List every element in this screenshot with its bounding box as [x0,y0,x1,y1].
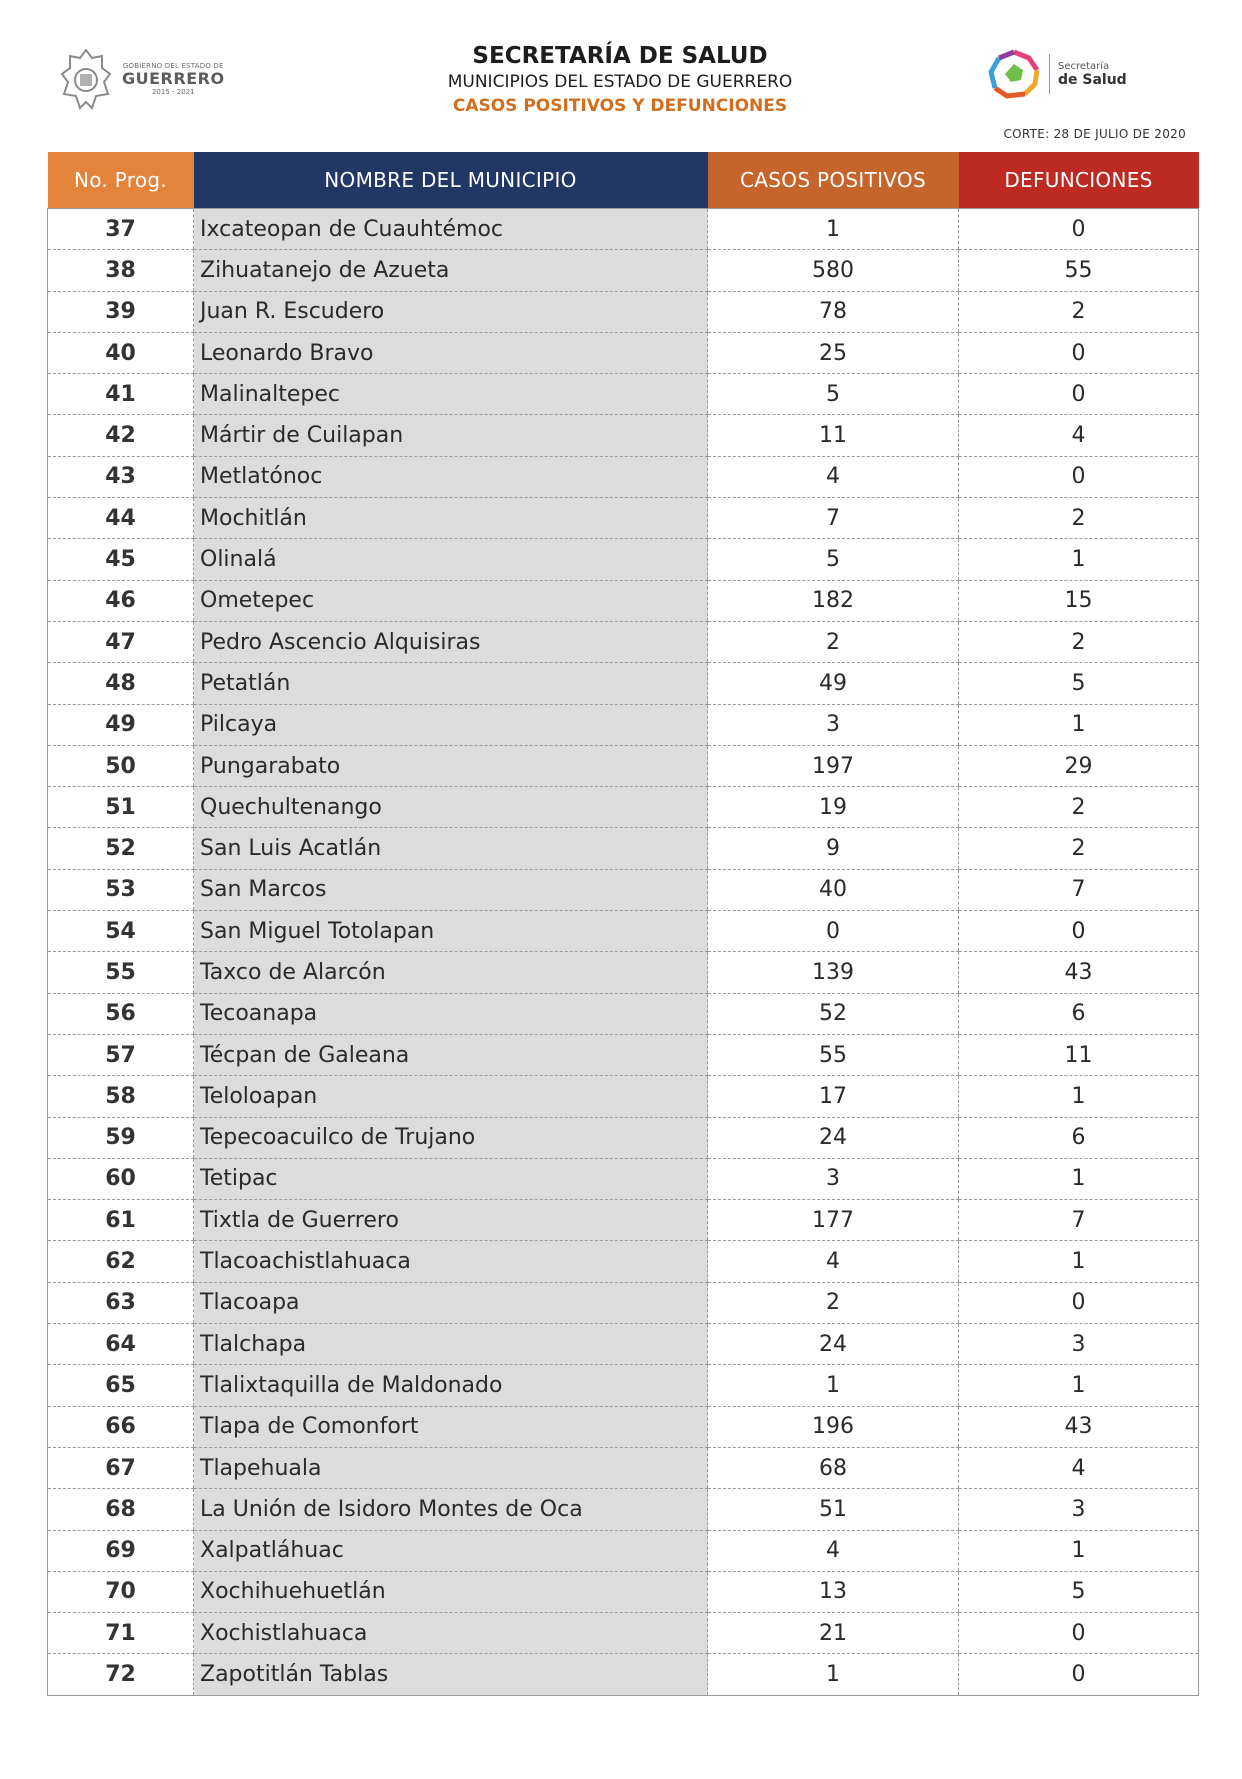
table-body [48,209,1199,1696]
row-defunciones: 0 [959,374,1199,415]
row-municipio-name: Quechultenango [194,787,708,828]
row-municipio-name: Taxco de Alarcón [194,952,708,993]
table-row [48,1200,1199,1241]
row-municipio-name: Pedro Ascencio Alquisiras [194,621,708,662]
row-casos-positivos: 3 [708,1158,959,1199]
row-no-prog: 54 [48,911,194,952]
table-row [48,1282,1199,1323]
cutoff-date: CORTE: 28 DE JULIO DE 2020 [1003,127,1186,141]
row-municipio-name: Malinaltepec [194,374,708,415]
row-defunciones: 29 [959,745,1199,786]
table-row [48,663,1199,704]
row-casos-positivos: 0 [708,911,959,952]
table-row [48,704,1199,745]
row-casos-positivos: 25 [708,332,959,373]
table-row [48,1571,1199,1612]
row-defunciones: 0 [959,332,1199,373]
row-defunciones: 2 [959,621,1199,662]
row-defunciones: 7 [959,869,1199,910]
row-casos-positivos: 580 [708,250,959,291]
row-no-prog: 47 [48,621,194,662]
row-defunciones: 43 [959,1406,1199,1447]
table-row [48,621,1199,662]
row-defunciones: 7 [959,1200,1199,1241]
row-casos-positivos: 1 [708,209,959,250]
row-no-prog: 70 [48,1571,194,1612]
table-row [48,1034,1199,1075]
row-municipio-name: Mártir de Cuilapan [194,415,708,456]
row-municipio-name: Ometepec [194,580,708,621]
table-row [48,787,1199,828]
row-defunciones: 3 [959,1489,1199,1530]
row-no-prog: 38 [48,250,194,291]
row-municipio-name: Olinalá [194,539,708,580]
row-defunciones: 0 [959,1282,1199,1323]
row-casos-positivos: 4 [708,456,959,497]
row-no-prog: 44 [48,498,194,539]
row-casos-positivos: 139 [708,952,959,993]
page-subtitle: MUNICIPIOS DEL ESTADO DE GUERRERO [447,72,793,92]
row-defunciones: 55 [959,250,1199,291]
row-defunciones: 0 [959,1654,1199,1695]
row-casos-positivos: 19 [708,787,959,828]
row-municipio-name: Xalpatláhuac [194,1530,708,1571]
table-row [48,1365,1199,1406]
row-casos-positivos: 11 [708,415,959,456]
row-defunciones: 1 [959,1365,1199,1406]
row-municipio-name: Tlapehuala [194,1447,708,1488]
row-defunciones: 5 [959,1571,1199,1612]
row-no-prog: 62 [48,1241,194,1282]
table-row [48,1447,1199,1488]
document-header [0,0,1242,150]
row-no-prog: 53 [48,869,194,910]
row-municipio-name: Técpan de Galeana [194,1034,708,1075]
municipios-table-container [47,152,1198,1696]
row-casos-positivos: 24 [708,1324,959,1365]
row-no-prog: 48 [48,663,194,704]
table-row [48,1613,1199,1654]
row-municipio-name: Juan R. Escudero [194,291,708,332]
row-no-prog: 71 [48,1613,194,1654]
row-defunciones: 1 [959,1530,1199,1571]
row-defunciones: 1 [959,704,1199,745]
row-defunciones: 2 [959,828,1199,869]
row-municipio-name: Tecoanapa [194,993,708,1034]
table-row [48,1076,1199,1117]
salud-emblem-icon [985,48,1043,100]
row-casos-positivos: 4 [708,1241,959,1282]
column-header-no-prog: No. Prog. [48,152,194,209]
salud-logo-small: Secretaría [1058,60,1110,72]
row-defunciones: 4 [959,415,1199,456]
row-no-prog: 45 [48,539,194,580]
row-casos-positivos: 78 [708,291,959,332]
row-casos-positivos: 2 [708,1282,959,1323]
table-row [48,291,1199,332]
table-row [48,1117,1199,1158]
row-casos-positivos: 21 [708,1613,959,1654]
row-casos-positivos: 5 [708,539,959,580]
row-municipio-name: Xochihuehuetlán [194,1571,708,1612]
row-casos-positivos: 7 [708,498,959,539]
row-no-prog: 64 [48,1324,194,1365]
table-row [48,911,1199,952]
row-casos-positivos: 196 [708,1406,959,1447]
row-no-prog: 46 [48,580,194,621]
row-no-prog: 63 [48,1282,194,1323]
row-casos-positivos: 68 [708,1447,959,1488]
column-header-defunciones: DEFUNCIONES [959,152,1199,209]
row-no-prog: 50 [48,745,194,786]
row-no-prog: 68 [48,1489,194,1530]
row-defunciones: 4 [959,1447,1199,1488]
row-municipio-name: Metlatónoc [194,456,708,497]
row-casos-positivos: 1 [708,1365,959,1406]
row-defunciones: 1 [959,539,1199,580]
row-municipio-name: Tlapa de Comonfort [194,1406,708,1447]
table-row [48,745,1199,786]
table-row [48,498,1199,539]
table-row [48,1406,1199,1447]
logo-divider [1049,54,1050,94]
row-municipio-name: Zihuatanejo de Azueta [194,250,708,291]
row-no-prog: 57 [48,1034,194,1075]
row-no-prog: 58 [48,1076,194,1117]
row-no-prog: 67 [48,1447,194,1488]
row-casos-positivos: 9 [708,828,959,869]
row-no-prog: 61 [48,1200,194,1241]
table-row [48,415,1199,456]
row-municipio-name: Leonardo Bravo [194,332,708,373]
row-defunciones: 2 [959,498,1199,539]
row-municipio-name: Tlalchapa [194,1324,708,1365]
row-casos-positivos: 52 [708,993,959,1034]
row-casos-positivos: 4 [708,1530,959,1571]
municipios-table [47,152,1199,1696]
row-defunciones: 2 [959,787,1199,828]
table-row [48,209,1199,250]
row-no-prog: 72 [48,1654,194,1695]
row-municipio-name: Mochitlán [194,498,708,539]
row-municipio-name: Tixtla de Guerrero [194,1200,708,1241]
row-casos-positivos: 55 [708,1034,959,1075]
row-casos-positivos: 5 [708,374,959,415]
row-casos-positivos: 40 [708,869,959,910]
secretaria-salud-logo [985,48,1127,100]
row-municipio-name: San Miguel Totolapan [194,911,708,952]
row-no-prog: 65 [48,1365,194,1406]
table-row [48,580,1199,621]
row-municipio-name: Pungarabato [194,745,708,786]
row-defunciones: 3 [959,1324,1199,1365]
table-row [48,1654,1199,1695]
row-no-prog: 39 [48,291,194,332]
column-header-casos-positivos: CASOS POSITIVOS [708,152,959,209]
row-defunciones: 0 [959,1613,1199,1654]
row-defunciones: 1 [959,1241,1199,1282]
row-defunciones: 6 [959,993,1199,1034]
row-defunciones: 1 [959,1158,1199,1199]
row-defunciones: 6 [959,1117,1199,1158]
table-row [48,1530,1199,1571]
row-no-prog: 52 [48,828,194,869]
table-row [48,952,1199,993]
row-no-prog: 56 [48,993,194,1034]
row-defunciones: 5 [959,663,1199,704]
row-casos-positivos: 197 [708,745,959,786]
row-defunciones: 15 [959,580,1199,621]
row-municipio-name: Tetipac [194,1158,708,1199]
salud-logo-big: de Salud [1058,71,1127,88]
row-municipio-name: San Luis Acatlán [194,828,708,869]
table-row [48,539,1199,580]
row-no-prog: 59 [48,1117,194,1158]
row-casos-positivos: 2 [708,621,959,662]
table-row [48,456,1199,497]
row-defunciones: 1 [959,1076,1199,1117]
table-row [48,374,1199,415]
table-row [48,828,1199,869]
page-subtitle-highlight: CASOS POSITIVOS Y DEFUNCIONES [452,96,788,116]
table-header-row [48,152,1199,209]
row-municipio-name: Tlacoachistlahuaca [194,1241,708,1282]
table-row [48,1158,1199,1199]
row-municipio-name: La Unión de Isidoro Montes de Oca [194,1489,708,1530]
column-header-municipio: NOMBRE DEL MUNICIPIO [194,152,708,209]
row-no-prog: 55 [48,952,194,993]
row-defunciones: 0 [959,911,1199,952]
row-municipio-name: Teloloapan [194,1076,708,1117]
table-row [48,1324,1199,1365]
table-row [48,1241,1199,1282]
row-defunciones: 0 [959,209,1199,250]
row-casos-positivos: 13 [708,1571,959,1612]
row-no-prog: 51 [48,787,194,828]
table-row [48,993,1199,1034]
row-no-prog: 49 [48,704,194,745]
row-defunciones: 43 [959,952,1199,993]
table-row [48,250,1199,291]
row-no-prog: 37 [48,209,194,250]
gov-logo-years: 2015 - 2021 [151,88,195,96]
row-casos-positivos: 182 [708,580,959,621]
row-municipio-name: Tlacoapa [194,1282,708,1323]
row-municipio-name: Zapotitlán Tablas [194,1654,708,1695]
table-row [48,869,1199,910]
table-row [48,332,1199,373]
row-municipio-name: Tepecoacuilco de Trujano [194,1117,708,1158]
row-casos-positivos: 24 [708,1117,959,1158]
row-no-prog: 60 [48,1158,194,1199]
table-row [48,1489,1199,1530]
row-no-prog: 66 [48,1406,194,1447]
row-no-prog: 42 [48,415,194,456]
row-defunciones: 11 [959,1034,1199,1075]
gobierno-guerrero-logo [58,44,248,114]
row-casos-positivos: 17 [708,1076,959,1117]
row-municipio-name: San Marcos [194,869,708,910]
row-municipio-name: Tlalixtaquilla de Maldonado [194,1365,708,1406]
row-casos-positivos: 1 [708,1654,959,1695]
row-municipio-name: Ixcateopan de Cuauhtémoc [194,209,708,250]
row-casos-positivos: 49 [708,663,959,704]
row-no-prog: 40 [48,332,194,373]
row-casos-positivos: 177 [708,1200,959,1241]
title-block [320,42,920,118]
row-casos-positivos: 51 [708,1489,959,1530]
state-seal-icon [58,46,114,112]
row-defunciones: 2 [959,291,1199,332]
row-municipio-name: Xochistlahuaca [194,1613,708,1654]
gov-logo-name: GUERRERO [122,69,225,88]
row-municipio-name: Pilcaya [194,704,708,745]
page-title: SECRETARÍA DE SALUD [472,43,768,69]
row-no-prog: 43 [48,456,194,497]
row-no-prog: 41 [48,374,194,415]
row-casos-positivos: 3 [708,704,959,745]
row-defunciones: 0 [959,456,1199,497]
gov-logo-small-text: GOBIERNO DEL ESTADO DE [122,62,224,70]
row-no-prog: 69 [48,1530,194,1571]
row-municipio-name: Petatlán [194,663,708,704]
